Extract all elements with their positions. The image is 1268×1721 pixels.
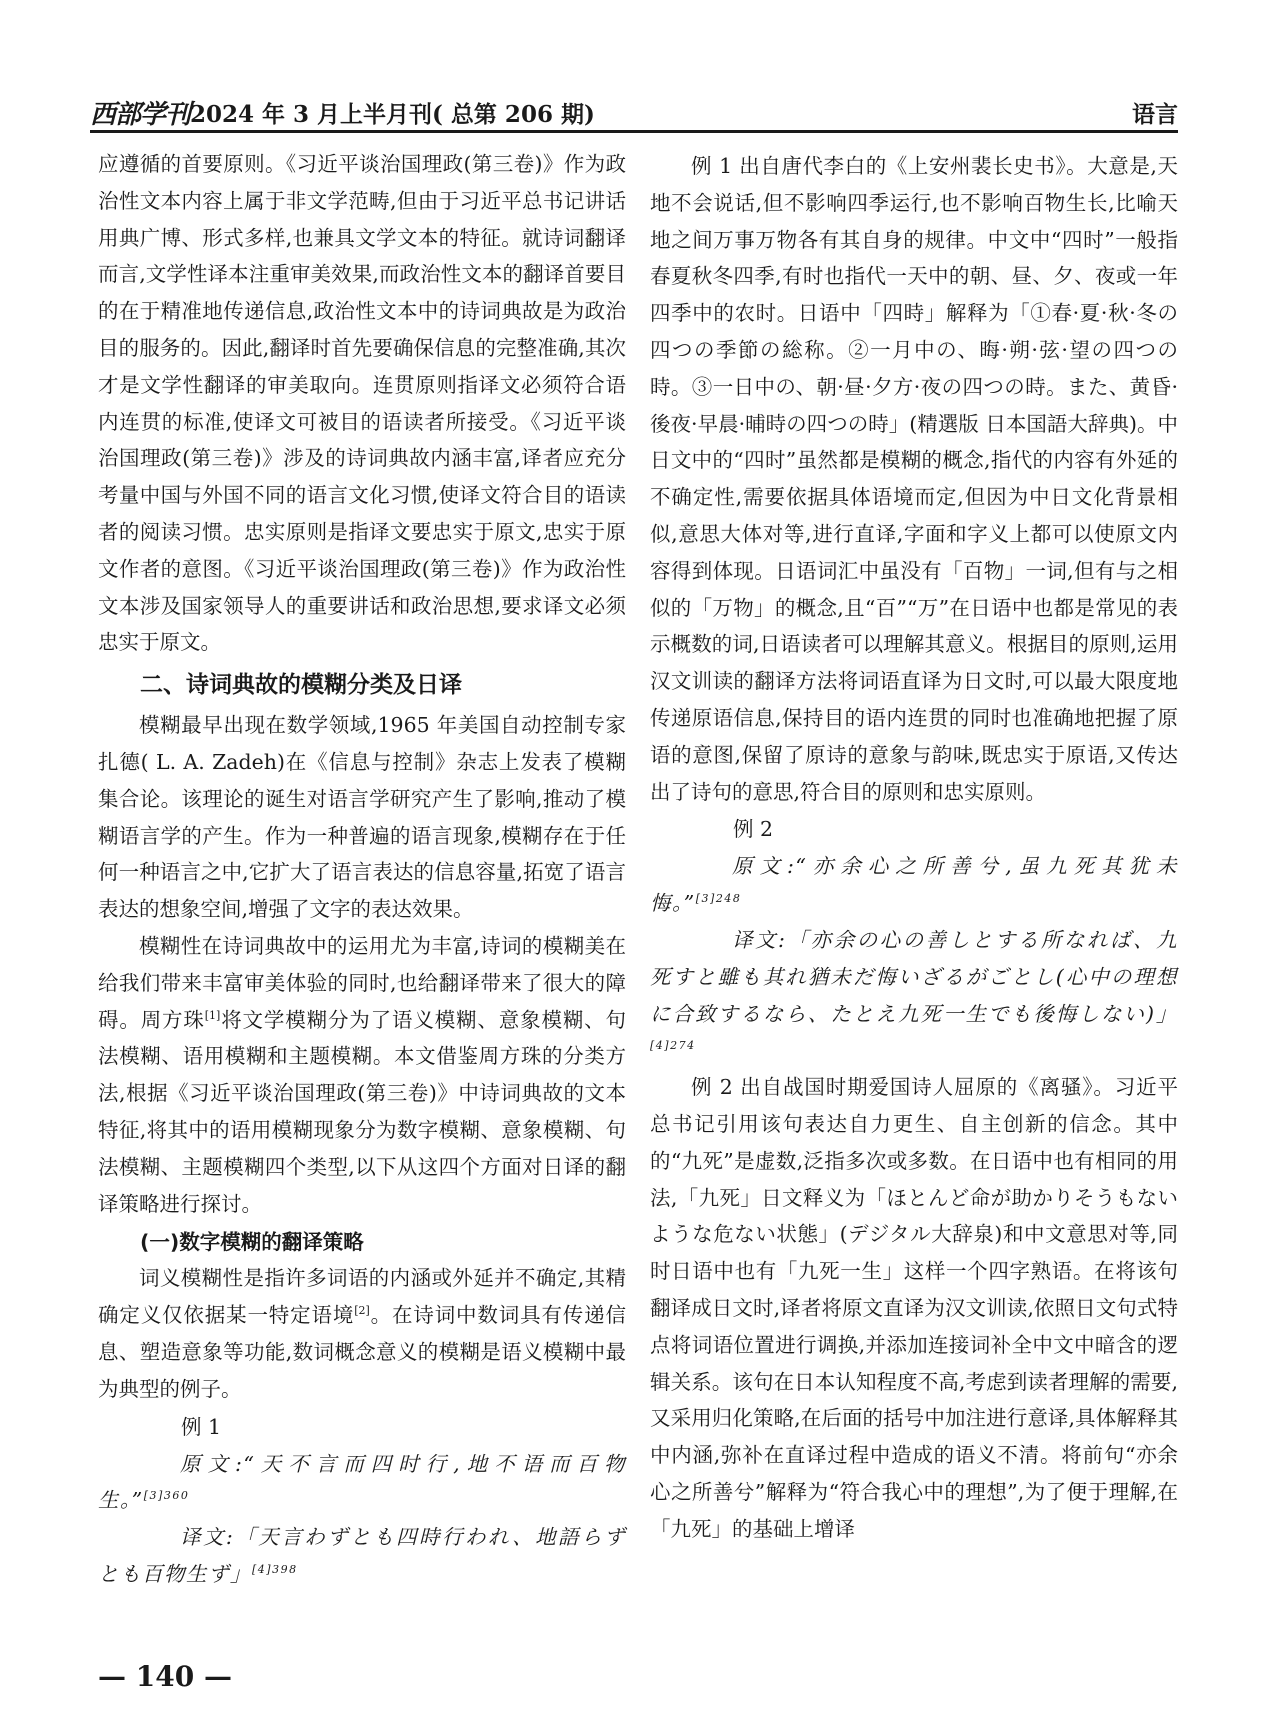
example-label: 例 1: [181, 1414, 222, 1439]
paragraph-text: 词义模糊性是指许多词语的内涵或外延并不确定,其精确定义仅依据某一特定语境: [98, 1266, 626, 1328]
paragraph: 例 2 出自战国时期爱国诗人屈原的《离骚》。习近平总书记引用该句表达自力更生、自主创新的信念。其中的“九死”是虚数,泛指多次或多数。在日语中也有相同的用法,「九死」日文释义为「ほとんど命が助かりそうもないような危ない状態」(デジタル大辞泉)和中文意思对等,同时日语中也有「九死一生」这样一个四字熟语。在将该句翻译成日文时,译者将原文直译为汉文训读,依照日文句式特点将词语位置进行调换,并添加连接词补全中文中暗含的逻辑关系。该句在日本认知程度不高,考虑到读者理解的需要,又采用归化策略,在后面的括号中加注进行意译,具体解释其中内涵,弥补在直译过程中造成的语义不清。将前句“亦余心之所善兮”解释为“符合我心中的理想”,为了便于理解,在「九死」的基础上增译: [650, 1075, 1178, 1541]
paragraph: [98, 1260, 626, 1407]
issue-info: 2024 年 3 月上半月刊( 总第 206 期): [190, 101, 595, 128]
running-header: [90, 92, 1178, 128]
paragraph-text: 将文学模糊分为了语义模糊、意象模糊、句法模糊、语用模糊和主题模糊。本文借鉴周方珠的分类方法,根据《习近平谈治国理政(第三卷)》中诗词典故的文本特征,将其中的语用模糊现象分为数字模糊、意象模糊、句法模糊、主题模糊四个类型,以下从这四个方面对日译的翻译策略进行探讨。: [98, 1007, 627, 1216]
citation: [2]: [354, 1304, 370, 1318]
paragraph: 例 1 出自唐代李白的《上安州裴长史书》。大意是,天地不会说话,但不影响四季运行,也不影响百物生长,比喻天地之间万事万物各有其自身的规律。中文中“四时”一般指春夏秋冬四季,有时也指代一天中的朝、昼、夕、夜或一年四季中的农时。日语中「四時」解释为「①春·夏·秋·冬の四つの季節の総称。②一月中の、晦·朔·弦·望の四つの時。③一日中の、朝·昼·夕方·夜の四つの時。また、黄昏·後夜·早晨·晡時の四つの時」(精選版 日本国語大辞典)。中日文中的“四时”虽然都是模糊的概念,指代的内容有外延的不确定性,需要依据具体语境而定,但因为中日文化背景相似,意思大体对等,进行直译,字面和字义上都可以使原文内容得到体现。日语词汇中虽没有「百物」一词,但有与之相似的「万物」的概念,且“百”“万”在日语中也都是常见的表示概数的词,日语读者可以理解其意义。根据目的原则,运用汉文训读的翻译方法将词语直译为日文时,可以最大限度地传递原语信息,保持目的语内连贯的同时也准确地把握了原语的意图,保留了原诗的意象与韵味,既忠实于原语,又传达出了诗句的意思,符合目的原则和忠实原则。: [650, 154, 1178, 804]
subsection-heading: (一)数字模糊的翻译策略: [140, 1230, 364, 1255]
page-number: — 140 —: [98, 1660, 232, 1693]
example-translation: [650, 922, 1178, 1069]
header-rule: [90, 130, 1178, 133]
source-text: 原文:“天不言而四时行,地不语而百物生。”: [98, 1451, 626, 1513]
example-translation: [98, 1519, 626, 1593]
translation-text: 译文:「天言わずとも四時行われ、地語らずとも百物生ず」: [98, 1525, 626, 1586]
citation: [3]248: [695, 892, 742, 906]
citation: [1]: [204, 1008, 221, 1022]
left-column: [98, 146, 626, 1593]
translation-text: 译文:「亦余の心の善しとする所なれば、九死すと雖も其れ猶未だ悔いざるがごとし(心中の理想に合致するなら、たとえ九死一生でも後悔しない)」: [650, 927, 1178, 1026]
example-label: 例 2: [733, 817, 774, 842]
journal-logo: 西部学刊: [90, 100, 191, 130]
example-source: [98, 1446, 626, 1520]
paragraph-text: 。在诗词中数词具有传递信息、塑造意象等功能,数词概念意义的模糊是语义模糊中最为典型的例子。: [98, 1303, 626, 1401]
section-heading: 二、诗词典故的模糊分类及日译: [140, 672, 462, 699]
right-column: [650, 148, 1178, 1547]
citation: [4]398: [252, 1563, 298, 1577]
section-label: 语言: [1132, 101, 1178, 128]
citation: [4]274: [650, 1039, 696, 1053]
source-text: 原文:“亦余心之所善兮,虽九死其犹未悔。”: [650, 854, 1178, 916]
paragraph-text: 模糊性在诗词典故中的运用尤为丰富,诗词的模糊美在给我们带来丰富审美体验的同时,也给翻译带来了很大的障碍。周方珠: [98, 933, 626, 1032]
paragraph: 模糊最早出现在数学领域,1965 年美国自动控制专家扎德( L. A. Zadeh)在《信息与控制》杂志上发表了模糊集合论。该理论的诞生对语言学研究产生了影响,推动了模糊语言学的产生。作为一种普遍的语言现象,模糊存在于任何一种语言之中,它扩大了语言表达的信息容量,拓宽了语言表达的想象空间,增强了文字的表达效果。: [98, 713, 626, 922]
citation: [3]360: [143, 1489, 190, 1503]
paragraph: 应遵循的首要原则。《习近平谈治国理政(第三卷)》作为政治性文本内容上属于非文学范畴,但由于习近平总书记讲话用典广博、形式多样,也兼具文学文本的特征。就诗词翻译而言,文学性译本注重审美效果,而政治性文本的翻译首要目的在于精准地传递信息,政治性文本中的诗词典故是为政治目的服务的。因此,翻译时首先要确保信息的完整准确,其次才是文学性翻译的审美取向。连贯原则指译文必须符合语内连贯的标准,使译文可被目的语读者所接受。《习近平谈治国理政(第三卷)》涉及的诗词典故内涵丰富,译者应充分考量中国与外国不同的语言文化习惯,使译文符合目的语读者的阅读习惯。忠实原则是指译文要忠实于原文,忠实于原文作者的意图。《习近平谈治国理政(第三卷)》作为政治性文本涉及国家领导人的重要讲话和政治思想,要求译文必须忠实于原文。: [98, 152, 626, 655]
example-source: [650, 848, 1178, 922]
paragraph: [98, 928, 626, 1222]
